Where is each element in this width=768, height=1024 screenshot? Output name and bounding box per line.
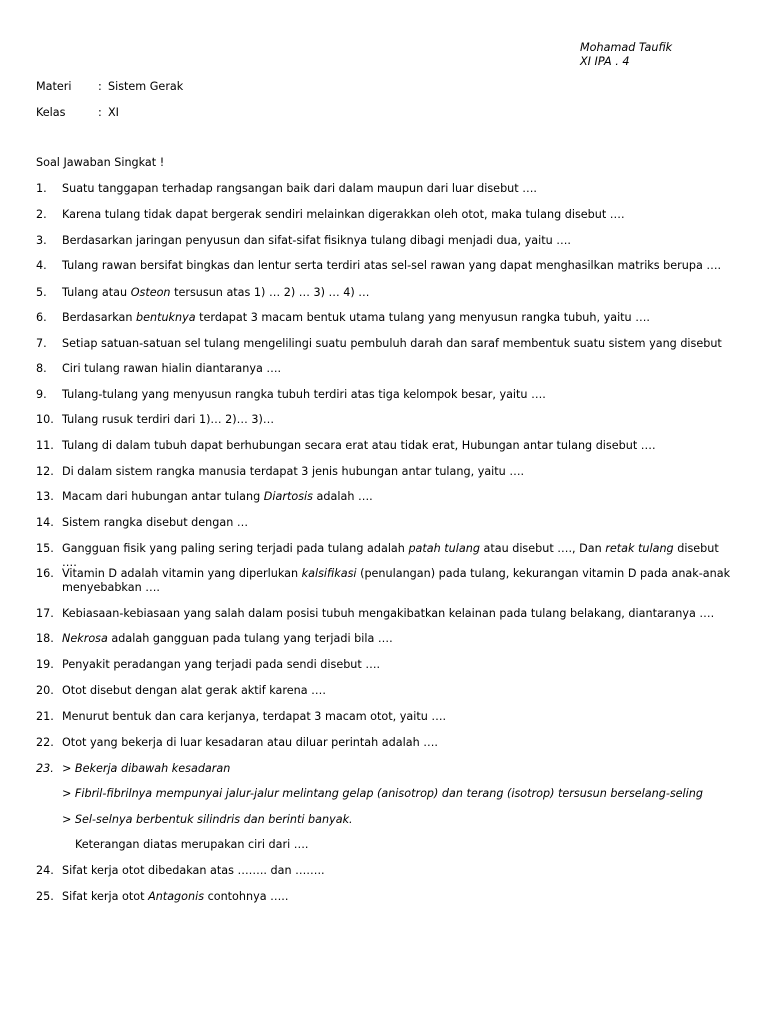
- question-6: 6. Berdasarkan bentuknya terdapat 3 macam bentuk utama tulang yang menyusun rangka tubuh, yaitu ….: [36, 311, 650, 324]
- kelas-row: [36, 106, 119, 119]
- question-13: 13. Macam dari hubungan antar tulang Diartosis adalah ….: [36, 490, 373, 503]
- kelas-colon: :: [98, 106, 102, 119]
- question-8: 8. Ciri tulang rawan hialin diantaranya ….: [36, 362, 282, 375]
- materi-row: [36, 80, 183, 93]
- q23-line-2: > Fibril-fibrilnya mempunyai jalur-jalur melintang gelap (anisotrop) dan terang (isotrop) tersusun berselang-seling: [62, 787, 703, 800]
- question-25: 25. Sifat kerja otot Antagonis contohnya …..: [36, 890, 289, 903]
- question-5: 5. Tulang atau Osteon tersusun atas 1) … 2) … 3) … 4) …: [36, 286, 370, 299]
- materi-value: Sistem Gerak: [108, 80, 184, 93]
- question-22: 22. Otot yang bekerja di luar kesadaran atau diluar perintah adalah ….: [36, 736, 438, 749]
- q23-closing: Keterangan diatas merupakan ciri dari ….: [75, 838, 309, 851]
- q23-line-3: > Sel-selnya berbentuk silindris dan berinti banyak.: [62, 813, 353, 826]
- question-2: 2. Karena tulang tidak dapat bergerak sendiri melainkan digerakkan oleh otot, maka tulang disebut ….: [36, 208, 625, 221]
- materi-colon: :: [98, 80, 102, 93]
- author-class: XI IPA . 4: [580, 55, 630, 68]
- question-18: 18. Nekrosa adalah gangguan pada tulang yang terjadi bila ….: [36, 632, 393, 645]
- kelas-value: XI: [108, 106, 119, 119]
- question-24: 24. Sifat kerja otot dibedakan atas …….. dan ……..: [36, 864, 325, 877]
- question-21: 21. Menurut bentuk dan cara kerjanya, terdapat 3 macam otot, yaitu ….: [36, 710, 447, 723]
- question-15: 15. Gangguan fisik yang paling sering terjadi pada tulang adalah patah tulang atau disebut …., Dan retak tulang disebut ….: [36, 542, 719, 569]
- question-7: 7. Setiap satuan-satuan sel tulang mengelilingi suatu pembuluh darah dan saraf membentuk suatu sistem yang disebut: [36, 337, 722, 350]
- author-name: Mohamad Taufik: [580, 41, 673, 54]
- question-12: 12. Di dalam sistem rangka manusia terdapat 3 jenis hubungan antar tulang, yaitu ….: [36, 465, 525, 478]
- materi-label: Materi: [36, 80, 72, 93]
- question-4: 4. Tulang rawan bersifat bingkas dan lentur serta terdiri atas sel-sel rawan yang dapat menghasilkan matriks berupa ….: [36, 259, 722, 272]
- kelas-label: Kelas: [36, 106, 66, 119]
- question-3: 3. Berdasarkan jaringan penyusun dan sifat-sifat fisiknya tulang dibagi menjadi dua, yaitu ….: [36, 234, 571, 247]
- question-17: 17. Kebiasaan-kebiasaan yang salah dalam posisi tubuh mengakibatkan kelainan pada tulang belakang, diantaranya ….: [36, 607, 715, 620]
- question-9: 9. Tulang-tulang yang menyusun rangka tubuh terdiri atas tiga kelompok besar, yaitu ….: [36, 388, 546, 401]
- question-14: 14. Sistem rangka disebut dengan …: [36, 516, 249, 529]
- question-1: 1. Suatu tanggapan terhadap rangsangan baik dari dalam maupun dari luar disebut ….: [36, 182, 537, 195]
- question-23: 23. > Bekerja dibawah kesadaran: [36, 762, 231, 775]
- question-16: 16. Vitamin D adalah vitamin yang diperlukan kalsifikasi (penulangan) pada tulang, kekurangan vitamin D pada anak-anak menyebabkan ….: [36, 567, 731, 594]
- question-11: 11. Tulang di dalam tubuh dapat berhubungan secara erat atau tidak erat, Hubungan antar tulang disebut ….: [36, 439, 656, 452]
- question-19: 19. Penyakit peradangan yang terjadi pada sendi disebut ….: [36, 658, 381, 671]
- question-20: 20. Otot disebut dengan alat gerak aktif karena ….: [36, 684, 326, 697]
- question-10: 10. Tulang rusuk terdiri dari 1)… 2)… 3)…: [36, 413, 275, 426]
- author-block: [580, 41, 672, 69]
- section-heading: Soal Jawaban Singkat !: [36, 156, 165, 169]
